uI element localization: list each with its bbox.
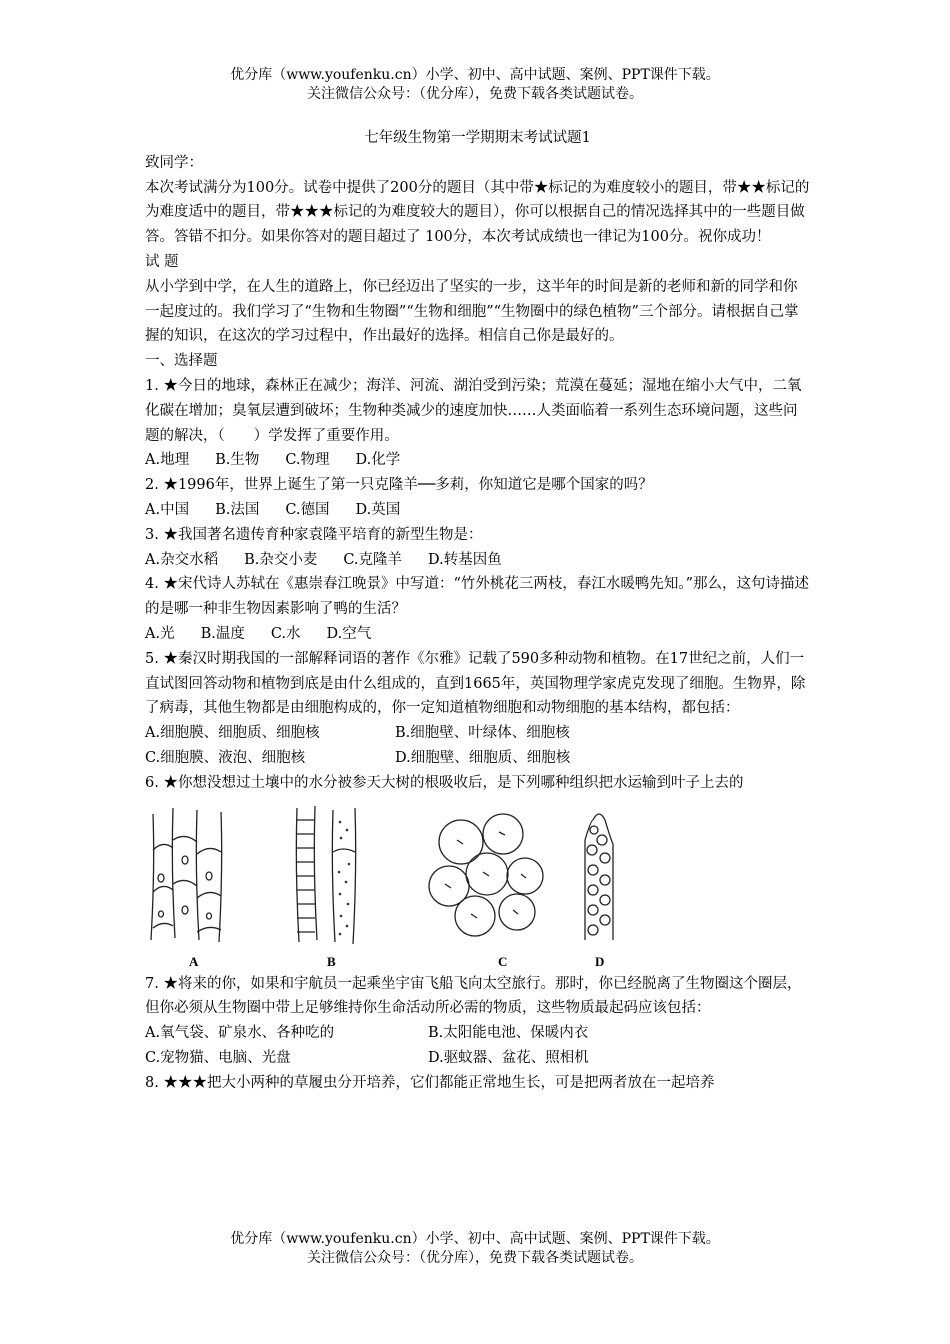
option: C.宠物猫、电脑、光盘 [145,1049,291,1066]
option: B.太阳能电池、保暖内衣 [428,1025,589,1042]
question-5: 5. ★秦汉时期我国的一部解释词语的著作《尔雅》记载了590多种动物和植物。在17世纪之前，人们一直试图回答动物和植物到底是由什么组成的，直到1665年，英国物理学家虎克发现了细胞。生物界，除了病毒，其他生物都是由细胞构成的，你一定知道植物细胞和动物细胞的基本结构，都包括： [145,650,806,717]
question-1: 1. ★今日的地球，森林正在减少；海洋、河流、湖泊受到污染；荒漠在蔓延；湿地在缩小大气中，二氧化碳在增加；臭氧层遭到破坏；生物种类减少的速度加快……人类面临着一系列生态环境问题，这些问题的解决，（ ）学发挥了重要作用。 [145,377,802,444]
question-4: 4. ★宋代诗人苏轼在《惠崇春江晚景》中写道：“竹外桃花三两枝，春江水暖鸭先知。”那么，这句诗描述的是哪一种非生物因素影响了鸭的生活？ [145,576,810,618]
question-7-options-row-2 [145,1046,810,1071]
question-8: 8. ★★★把大小两种的草履虫分开培养，它们都能正常地生长，可是把两者放在一起培养 [145,1074,715,1091]
figure-label-b: B [327,953,336,969]
option: D.细胞壁、细胞质、细胞核 [395,749,571,766]
tissue-b-drawing [296,806,355,944]
tissue-a-drawing [151,808,222,942]
option: B.杂交小麦 [244,551,318,568]
question-3-options [145,548,810,573]
option: C.德国 [285,501,330,518]
option: C.水 [270,625,301,642]
question-5-options-row-1 [145,721,810,746]
option: B.生物 [215,452,260,469]
figure-label-c: C [498,953,508,969]
question-4-options [145,622,810,647]
figure-label-d: D [595,953,605,969]
option: A.地理 [145,452,190,469]
tissue-d-drawing [585,814,613,940]
question-7-options-row-1 [145,1021,810,1046]
option: A.中国 [145,501,190,518]
question-7: 7. ★将来的你，如果和宇航员一起乘坐宇宙飞船飞向太空旅行。那时，你已经脱离了生物圈这个圈层，但你必须从生物圈中带上足够维持你生命活动所必需的物质，这些物质最起码应该包括： [145,975,802,1017]
option: D.化学 [355,452,401,469]
intro-paragraph: 本次考试满分为100分。试卷中提供了200分的题目（其中带★标记的为难度较小的题目，带★★标记的为难度适中的题目，带★★★标记的为难度较大的题目），你可以根据自己的情况选择其中的一些题目做答。答错不扣分。如果你答对的题目超过了 100分，本次考试成绩也一律记为100分。祝你成功！ [145,179,810,246]
option: D.驱蚊器、盆花、照相机 [428,1049,589,1066]
question-2-options [145,498,810,523]
option: A.氧气袋、矿泉水、各种吃的 [145,1025,335,1042]
footer-line-1: 优分库（www.youfenku.cn）小学、初中、高中试题、案例、PPT课件下载。 [230,1231,720,1247]
page-footer [0,1230,950,1268]
exam-title: 七年级生物第一学期期末考试试题1 [364,130,591,146]
option: A.细胞膜、细胞质、细胞核 [145,725,320,742]
option: B.温度 [200,625,245,642]
tissue-illustrations [145,800,810,972]
question-3: 3. ★我国著名遗传育种家袁隆平培育的新型生物是： [145,526,483,543]
option: D.转基因鱼 [428,551,502,568]
header-line-1: 优分库（www.youfenku.cn）小学、初中、高中试题、案例、PPT课件下载。 [230,67,720,83]
page-header [0,66,950,104]
tissue-c-drawing [429,814,543,936]
option: B.法国 [215,501,260,518]
figure-label-a: A [189,953,199,969]
header-line-2: 关注微信公众号：（优分库），免费下载各类试题试卷。 [307,86,643,102]
footer-line-2: 关注微信公众号：（优分库），免费下载各类试题试卷。 [307,1250,643,1266]
option: C.细胞膜、液泡、细胞核 [145,749,306,766]
option: A.光 [145,625,175,642]
greeting: 致同学： [145,154,203,171]
part-heading: 一、选择题 [145,353,218,370]
section-intro: 从小学到中学，在人生的道路上，你已经迈出了坚实的一步，这半年的时间是新的老师和新的同学和你一起度过的。我们学习了“生物和生物圈”“生物和细胞”“生物圈中的绿色植物”三个部分。请根据自己掌握的知识，在这次的学习过程中，作出最好的选择。相信自己你是最好的。 [145,278,799,345]
tissue-figure [145,800,810,972]
question-5-options-row-2 [145,746,810,771]
question-2: 2. ★1996年，世界上诞生了第一只克隆羊──多莉，你知道它是哪个国家的吗？ [145,477,653,494]
option: B.细胞壁、叶绿体、细胞核 [395,725,570,742]
exam-content [145,126,810,1096]
option: A.杂交水稻 [145,551,219,568]
option: D.英国 [355,501,401,518]
option: C.克隆羊 [343,551,403,568]
section-title: 试 题 [145,253,179,270]
question-6: 6. ★你想没想过土壤中的水分被参天大树的根吸收后，是下列哪种组织把水运输到叶子上去的 [145,774,744,791]
option: C.物理 [285,452,330,469]
question-1-options [145,448,810,473]
option: D.空气 [326,625,372,642]
